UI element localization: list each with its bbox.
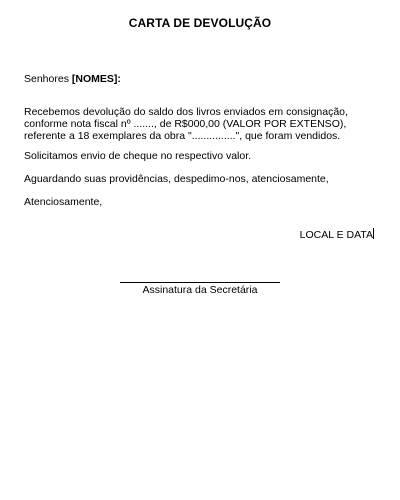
document-title: CARTA DE DEVOLUÇÃO [128,16,272,30]
salutation [24,73,384,85]
signature-line [120,282,280,283]
salutation-prefix: Senhores [24,73,72,85]
local-e-data[interactable] [300,228,374,241]
paragraph-solicitacao: Solicitamos envio de cheque no respectivo valor. [24,150,252,162]
paragraph-despedida: Aguardando suas providências, despedimo-nos, atenciosamente, [24,173,329,185]
text-cursor [373,228,374,239]
paragraph-devolucao: Recebemos devolução do saldo dos livros enviados em consignação, conforme nota fiscal nº ......., de R$000,00 (VALOR POR EXTENSO), referente a 18 exemplares da obra "...............", que foram vendidos. [24,106,348,142]
signature-label: Assinatura da Secretária [142,284,258,296]
local-e-data-text: LOCAL E DATA [299,229,373,241]
closing-text: Atenciosamente, [24,196,103,208]
salutation-names: [NOMES]: [71,73,121,85]
